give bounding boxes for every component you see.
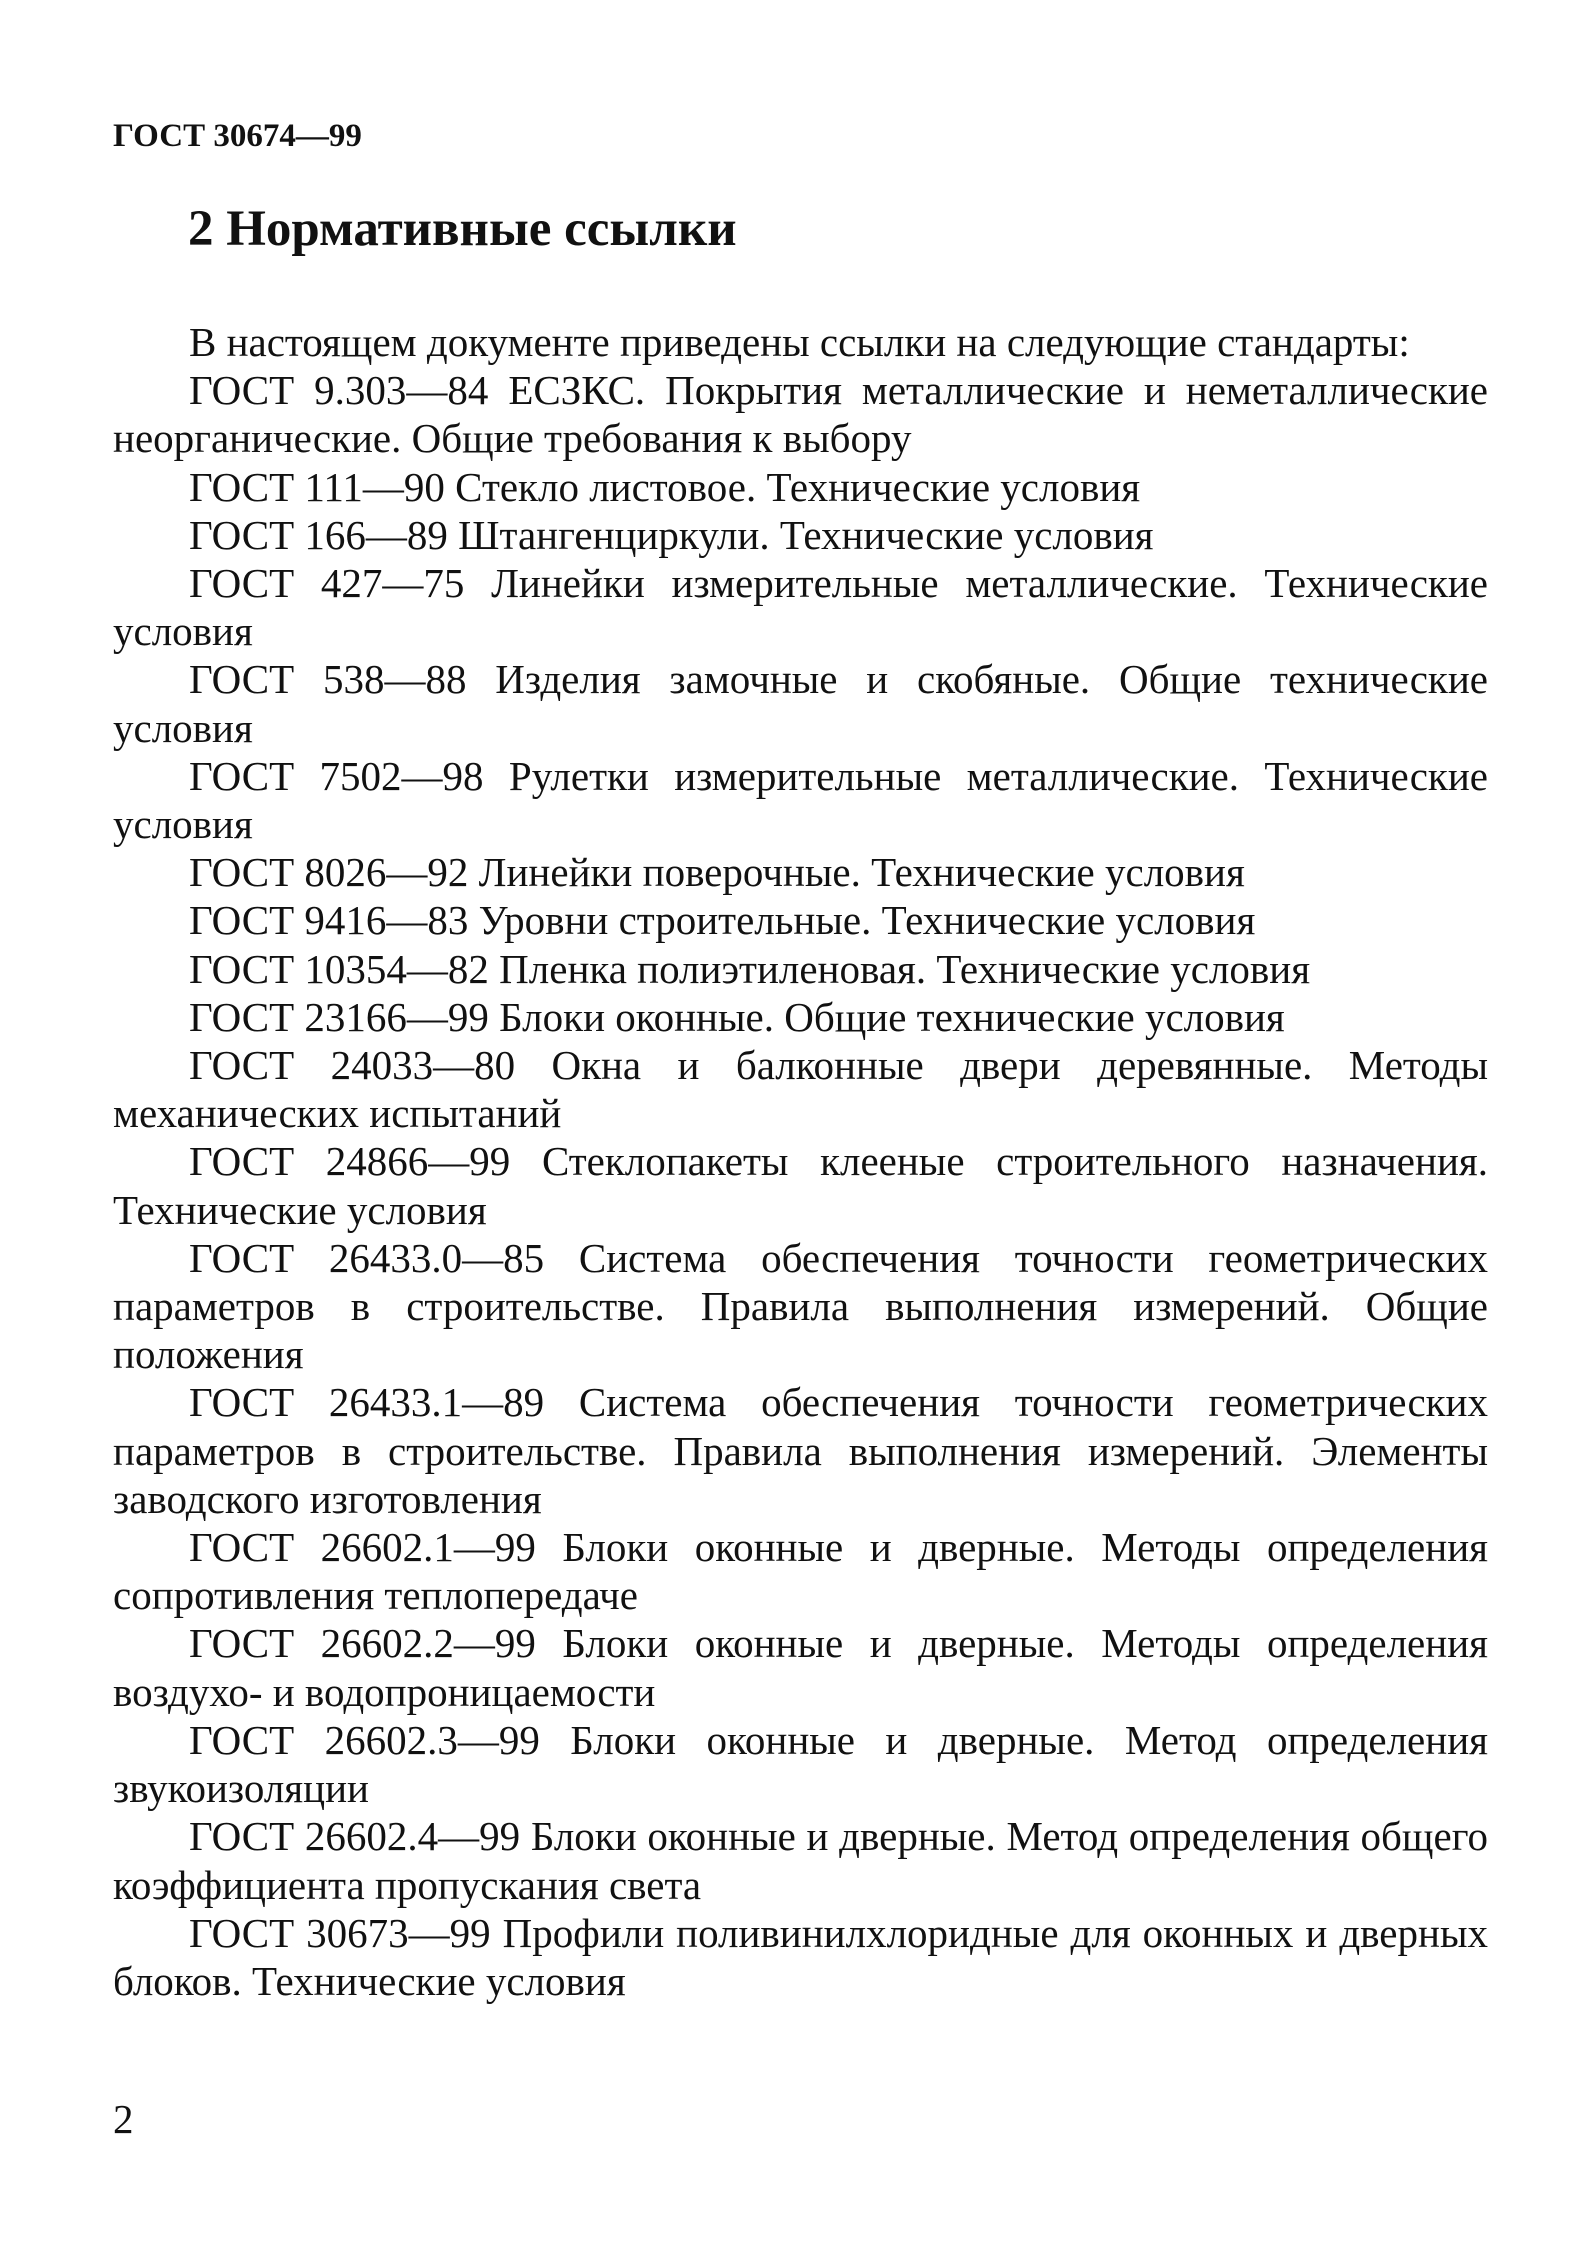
reference-gost-26602-3: ГОСТ 26602.3—99 Блоки оконные и дверные. Метод определения звукоизоляции (113, 1716, 1488, 1812)
section-title: 2 Нормативные ссылки (188, 201, 737, 257)
document-code-header: ГОСТ 30674—99 (113, 118, 362, 154)
reference-gost-427: ГОСТ 427—75 Линейки измерительные металлические. Технические условия (113, 560, 1488, 655)
reference-gost-8026: ГОСТ 8026—92 Линейки поверочные. Технические условия (189, 849, 1245, 896)
reference-gost-10354: ГОСТ 10354—82 Пленка полиэтиленовая. Технические условия (189, 945, 1311, 992)
reference-gost-30673: ГОСТ 30673—99 Профили поливинилхлоридные для оконных и дверных блоков. Технические условия (113, 1909, 1488, 2004)
references-list (113, 318, 1488, 2005)
reference-gost-9416: ГОСТ 9416—83 Уровни строительные. Технические условия (189, 897, 1256, 944)
reference-gost-26433-0: ГОСТ 26433.0—85 Система обеспечения точности геометрических параметров в строительстве. Правила выполнения измерений. Общие положения (113, 1234, 1488, 1378)
reference-gost-24033: ГОСТ 24033—80 Окна и балконные двери деревянные. Методы механических испытаний (113, 1042, 1488, 1137)
reference-gost-538: ГОСТ 538—88 Изделия замочные и скобяные. Общие технические условия (113, 656, 1488, 751)
intro-paragraph: В настоящем документе приведены ссылки на следующие стандарты: (189, 319, 1410, 365)
reference-gost-26433-1: ГОСТ 26433.1—89 Система обеспечения точности геометрических параметров в строительстве. Правила выполнения измерений. Элементы заводского изготовления (113, 1379, 1488, 1522)
reference-gost-26602-1: ГОСТ 26602.1—99 Блоки оконные и дверные. Методы определения сопротивления теплопередаче (113, 1524, 1488, 1619)
reference-gost-26602-4: ГОСТ 26602.4—99 Блоки оконные и дверные. Метод определения общего коэффициента пропускания света (113, 1813, 1488, 1908)
reference-gost-9-303: ГОСТ 9.303—84 ЕСЗКС. Покрытия металлические и неметаллические неорганические. Общие требования к выбору (113, 367, 1488, 462)
reference-gost-26602-2: ГОСТ 26602.2—99 Блоки оконные и дверные. Методы определения воздухо- и водопроницаемости (113, 1620, 1488, 1715)
reference-gost-166: ГОСТ 166—89 Штангенциркули. Технические условия (189, 511, 1154, 558)
page-number: 2 (113, 2096, 134, 2142)
reference-gost-24866: ГОСТ 24866—99 Стеклопакеты клееные строительного назначения. Технические условия (113, 1138, 1488, 1233)
reference-gost-111: ГОСТ 111—90 Стекло листовое. Технические условия (189, 463, 1141, 510)
reference-gost-7502: ГОСТ 7502—98 Рулетки измерительные металлические. Технические условия (113, 752, 1488, 848)
reference-gost-23166: ГОСТ 23166—99 Блоки оконные. Общие технические условия (189, 993, 1285, 1040)
